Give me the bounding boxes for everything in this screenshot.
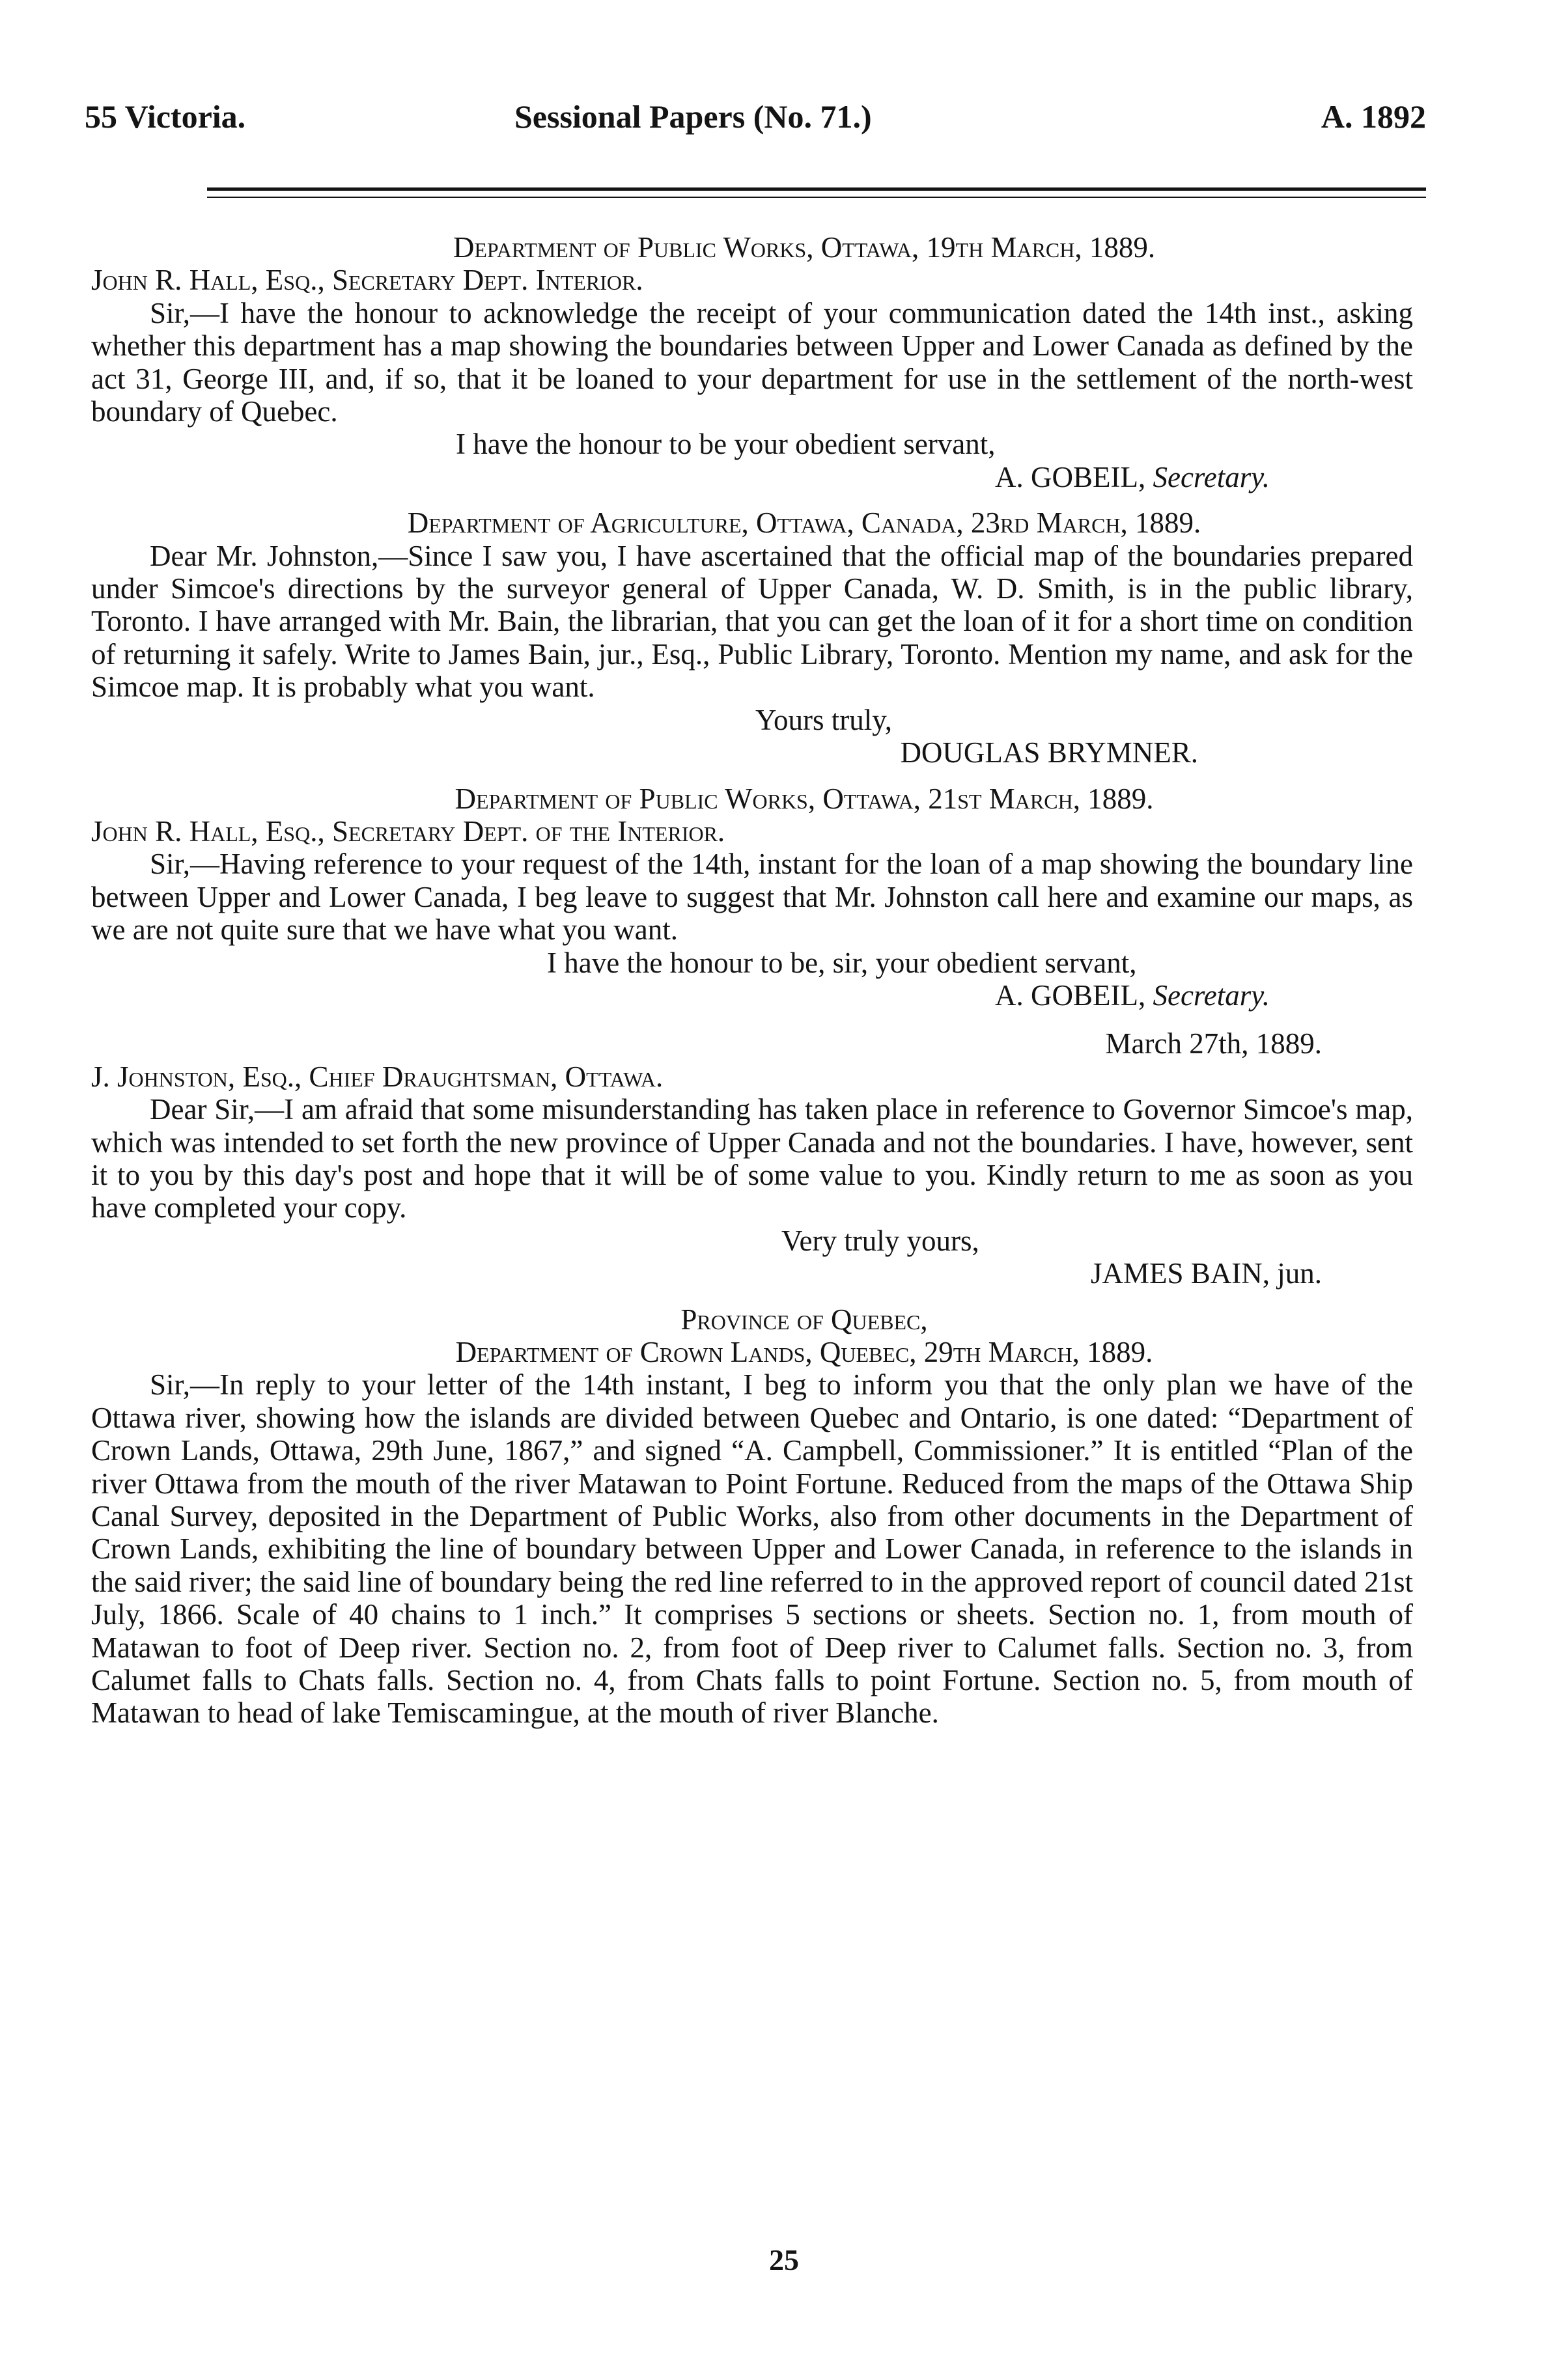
letter-1-signer: A. GOBEIL, [995,460,1146,493]
letter-4-body: Dear Sir,—I am afraid that some misunderstanding has taken place in reference to Governor Simcoe's map, which was intended to set forth the new province of Upper Canada and not the boundaries. I have, however, sent it to you by this day's post and hope that it will be of some value to you. Kindly return to me as soon as you have completed your copy. [91,1093,1413,1225]
header-rule-thick [207,187,1426,191]
letter-3-heading: Department of Public Works, Ottawa, 21st March, 1889. [455,782,1154,815]
letter-5-heading: Department of Crown Lands, Quebec, 29th March, 1889. [455,1336,1153,1368]
letter-4-closing: Very truly yours, [781,1224,979,1257]
letter-1-body: Sir,—I have the honour to acknowledge the receipt of your communication dated the 14th inst., asking whether this department has a map showing the boundaries between Upper and Lower Canada as defined by the act 31, George III, and, if so, that it be loaned to your department for use in the settlement of the north-west boundary of Quebec. [91,296,1413,428]
running-header [85,98,1426,143]
letter-5-heading-line1: Province of Quebec, [680,1303,928,1336]
letter-2-body: Dear Mr. Johnston,—Since I saw you, I have ascertained that the official map of the boundaries prepared under Simcoe's directions by the surveyor general of Upper Canada, W. D. Smith, is in the public library, Toronto. I have arranged with Mr. Bain, the librarian, that you can get the loan of it for a short time on condition of returning it safely. Write to James Bain, jur., Esq., Public Library, Toronto. Mention my name, and ask for the Simcoe map. It is probably what you want. [91,539,1413,704]
letter-1-closing: I have the honour to be your obedient servant, [456,428,996,461]
page-number: 25 [769,2243,799,2276]
header-series: Sessional Papers (No. 71.) [514,98,872,135]
page-body [91,231,1413,1730]
letter-1-signer-title: Secretary. [1153,460,1270,493]
letter-1-heading: Department of Public Works, Ottawa, 19th March, 1889. [453,231,1156,264]
letter-1-addressee: John R. Hall, Esq., Secretary Dept. Interior. [91,264,643,297]
letter-3-closing: I have the honour to be, sir, your obedient servant, [547,946,1137,979]
letter-2-heading: Department of Agriculture, Ottawa, Canada, 23rd March, 1889. [407,506,1201,540]
header-year: A. 1892 [1321,98,1426,135]
letter-3-addressee: John R. Hall, Esq., Secretary Dept. of the Interior. [91,814,725,848]
letter-1-signature [91,461,1413,493]
letter-3-body: Sir,—Having reference to your request of the 14th, instant for the loan of a map showing the boundary line between Upper and Lower Canada, I beg leave to suggest that Mr. Johnston call here and examine our maps, as we are not quite sure that we have what you want. [91,848,1413,947]
header-session: 55 Victoria. [85,98,246,135]
letter-3-signer: A. GOBEIL, [995,978,1146,1012]
letter-2-closing: Yours truly, [755,703,893,736]
header-rule-thin [207,197,1426,198]
letter-4-date: March 27th, 1889. [1105,1027,1322,1060]
letter-3-signature [91,979,1413,1012]
letter-4-addressee: J. Johnston, Esq., Chief Draughtsman, Ottawa. [91,1060,664,1093]
letter-5-body: Sir,—In reply to your letter of the 14th instant, I beg to inform you that the only plan we have of the Ottawa river, showing how the islands are divided between Quebec and Ontario, is one dated: “Department of Crown Lands, Ottawa, 29th June, 1867,” and signed “A. Campbell, Commissioner.” It is entitled “Plan of the river Ottawa from the mouth of the river Matawan to Point Fortune. Reduced from the maps of the Ottawa Ship Canal Survey, deposited in the Department of Public Works, also from other documents in the Department of Crown Lands, exhibiting the line of boundary between Upper and Lower Canada, in reference to the islands in the said river; the said line of boundary being the red line referred to in the approved report of council dated 21st July, 1866. Scale of 40 chains to 1 inch.” It comprises 5 sections or sheets. Section no. 1, from mouth of Matawan to foot of Deep river. Section no. 2, from foot of Deep river to Calumet falls. Section no. 3, from Calumet falls to Chats falls. Section no. 4, from Chats falls to point Fortune. Section no. 5, from mouth of Matawan to head of lake Temiscamingue, at the mouth of river Blanche. [91,1368,1413,1730]
letter-3-signer-title: Secretary. [1153,978,1270,1012]
letter-4-signature: JAMES BAIN, jun. [1090,1257,1322,1290]
letter-2-signature: DOUGLAS BRYMNER. [900,736,1198,769]
